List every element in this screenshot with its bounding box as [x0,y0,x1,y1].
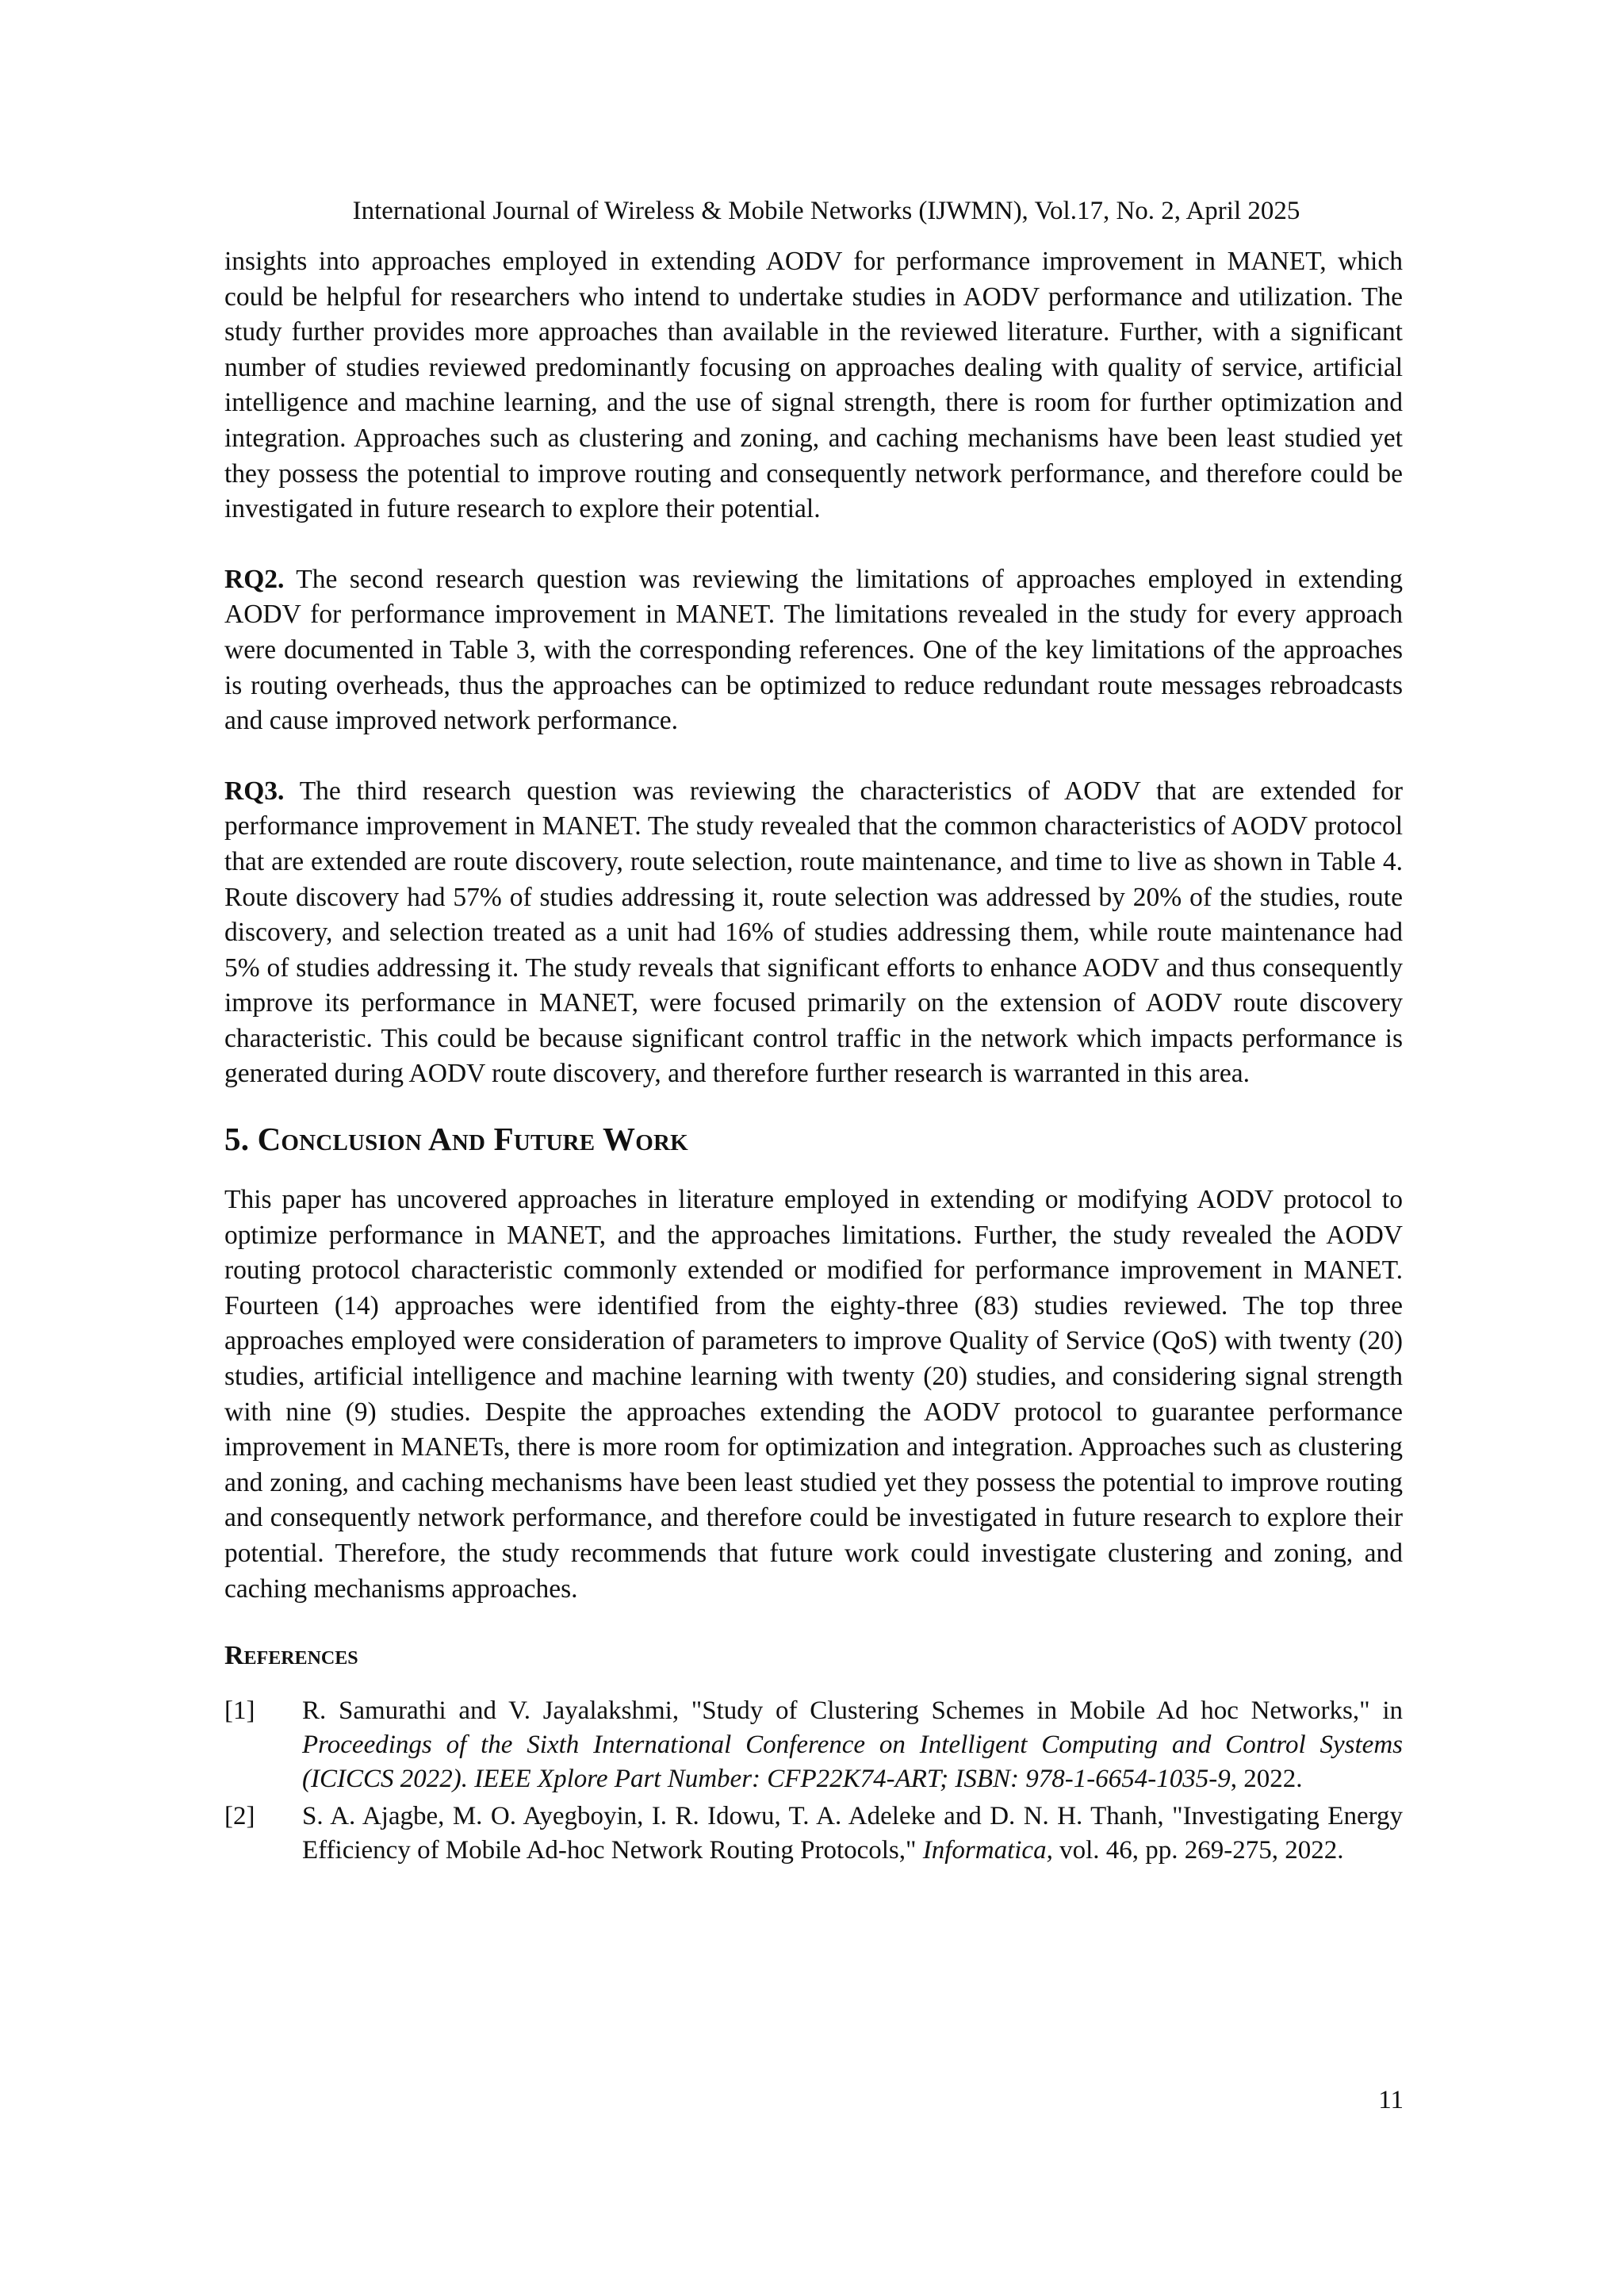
rq3-label: RQ3. [224,776,285,806]
rq2-text: The second research question was reviewing the limitations of approaches employed in extending AODV for performance improvement in MANET. The limitations revealed in the study for every approach were documented in Table 3, with the corresponding references. One of the key limitations of the approaches is routing overheads, thus the approaches can be optimized to reduce redundant route messages rebroadcasts and cause improved network performance. [224,564,1403,736]
reference-number: [1] [224,1696,255,1726]
rq3-paragraph [224,774,1403,1092]
reference-item [224,1800,1403,1868]
section-5-heading: 5. Conclusion And Future Work [224,1121,688,1158]
rq2-label: RQ2. [224,564,285,594]
reference-venue: Informatica, [922,1836,1053,1865]
conclusion-paragraph: This paper has uncovered approaches in literature employed in extending or modifying AODV protocol to optimize performance in MANET, and the approaches limitations. Further, the study revealed the AODV routing protocol characteristic commonly extended or modified for performance improvement in MANET. Fourteen (14) approaches were identified from the eighty-three (83) studies reviewed. The top three approaches employed were consideration of parameters to improve Quality of Service (QoS) with twenty (20) studies, artificial intelligence and machine learning with twenty (20) studies, and considering signal strength with nine (9) studies. Despite the approaches extending the AODV protocol to guarantee performance improvement in MANETs, there is more room for optimization and integration. Approaches such as clustering and zoning, and caching mechanisms have been least studied yet they possess the potential to improve routing and consequently network performance, and therefore could be investigated in future research to explore their potential. Therefore, the study recommends that future work could investigate clustering and zoning, and caching mechanisms approaches. [224,1185,1403,1604]
reference-tail: , 2022. [1230,1765,1303,1794]
reference-item [224,1694,1403,1796]
reference-text: S. A. Ajagbe, M. O. Ayegboyin, I. R. Idowu, T. A. Adeleke and D. N. H. Thanh, "Investigating Energy Efficiency of Mobile Ad-hoc Network Routing Protocols," [302,1802,1403,1865]
reference-text: R. Samurathi and V. Jayalakshmi, "Study of Clustering Schemes in Mobile Ad hoc Networks," in [302,1696,1403,1726]
reference-number: [2] [224,1802,255,1831]
rq2-paragraph [224,562,1403,739]
running-header: International Journal of Wireless & Mobile Networks (IJWMN), Vol.17, No. 2, April 2025 [352,197,1300,225]
references-heading: References [224,1641,358,1671]
intro-paragraph: insights into approaches employed in extending AODV for performance improvement in MANET, which could be helpful for researchers who intend to undertake studies in AODV performance and utilization. The study further provides more approaches than available in the reviewed literature. Further, with a significant number of studies reviewed predominantly focusing on approaches dealing with quality of service, artificial intelligence and machine learning, and the use of signal strength, there is room for further optimization and integration. Approaches such as clustering and zoning, and caching mechanisms have been least studied yet they possess the potential to improve routing and consequently network performance, and therefore could be investigated in future research to explore their potential. [224,247,1403,524]
page-content [224,244,1403,1871]
reference-venue: Proceedings of the Sixth International Conference on Intelligent Computing and Control Systems (ICICCS 2022). IEEE Xplore Part Number: CFP22K74-ART; ISBN: 978-1-6654-1035-9 [302,1731,1403,1794]
reference-tail: vol. 46, pp. 269-275, 2022. [1052,1836,1344,1865]
page-number: 11 [1378,2086,1404,2114]
rq3-text: The third research question was reviewing the characteristics of AODV that are extended for performance improvement in MANET. The study revealed that the common characteristics of AODV protocol that are extended are route discovery, route selection, route maintenance, and time to live as shown in Table 4. Route discovery had 57% of studies addressing it, route selection was addressed by 20% of the studies, route discovery, and selection treated as a unit had 16% of studies addressing them, while route maintenance had 5% of studies addressing it. The study reveals that significant efforts to enhance AODV and thus consequently improve its performance in MANET, were focused primarily on the extension of AODV route discovery characteristic. This could be because significant control traffic in the network which impacts performance is generated during AODV route discovery, and therefore further research is warranted in this area. [224,776,1403,1089]
reference-list [224,1694,1403,1868]
